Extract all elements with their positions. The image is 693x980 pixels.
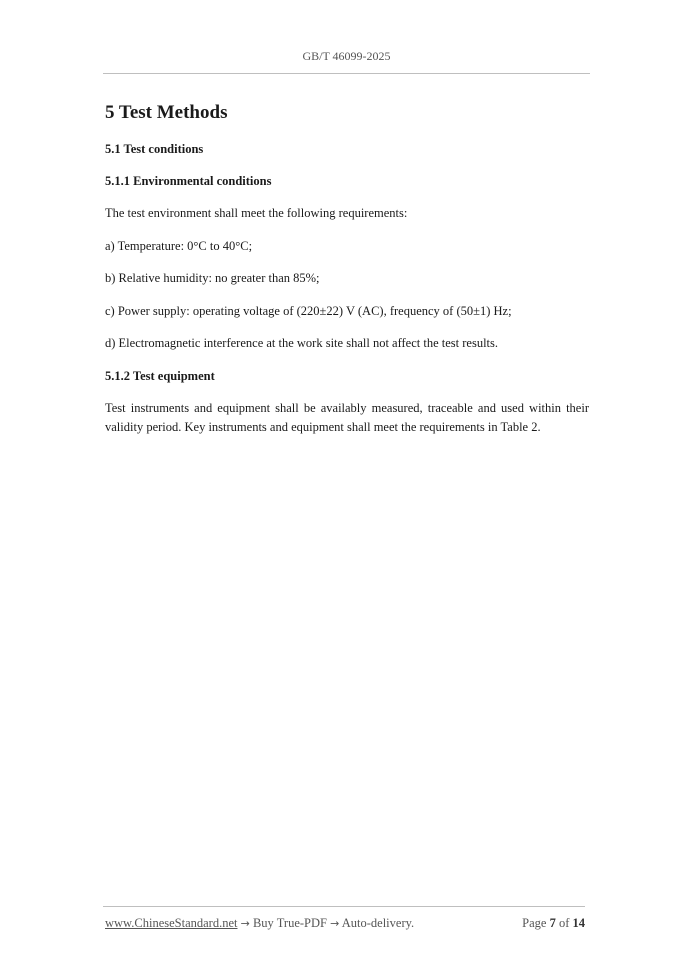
page-current: 7	[549, 916, 556, 930]
arrow-right-icon: →	[240, 917, 250, 930]
page-of-label: of	[558, 916, 570, 930]
footer-divider	[103, 906, 585, 907]
buy-true-pdf-text: Buy True-PDF	[249, 916, 331, 930]
list-item-humidity: b) Relative humidity: no greater than 85%;	[105, 271, 320, 285]
list-item-electromagnetic: d) Electromagnetic interference at the work site shall not affect the test results.	[105, 336, 499, 350]
subsection-title-environmental-conditions: 5.1.1 Environmental conditions	[105, 174, 272, 188]
environment-intro-paragraph: The test environment shall meet the following requirements:	[105, 206, 408, 220]
page-number	[522, 916, 585, 931]
footer-promo	[105, 916, 414, 931]
section-title: 5 Test Methods	[105, 102, 228, 123]
equipment-paragraph: Test instruments and equipment shall be availably measured, traceable and used within their validity period. Key instruments and equipment shall meet the requirements in Table 2.	[105, 400, 589, 434]
list-item-power-supply: c) Power supply: operating voltage of (220±22) V (AC), frequency of (50±1) Hz;	[105, 303, 512, 318]
website-link[interactable]: www.ChineseStandard.net	[105, 916, 238, 930]
auto-delivery-text: Auto-delivery.	[339, 916, 415, 930]
document-header-id: GB/T 46099-2025	[302, 49, 391, 63]
page-label: Page	[522, 916, 547, 930]
page-total: 14	[572, 916, 585, 930]
subsection-title-test-equipment: 5.1.2 Test equipment	[105, 368, 215, 383]
subsection-title-test-conditions: 5.1 Test conditions	[105, 142, 204, 156]
page-content	[105, 100, 589, 451]
list-item-temperature: a) Temperature: 0°C to 40°C;	[105, 238, 253, 253]
header-divider	[103, 73, 590, 74]
arrow-right-icon: →	[330, 917, 340, 930]
